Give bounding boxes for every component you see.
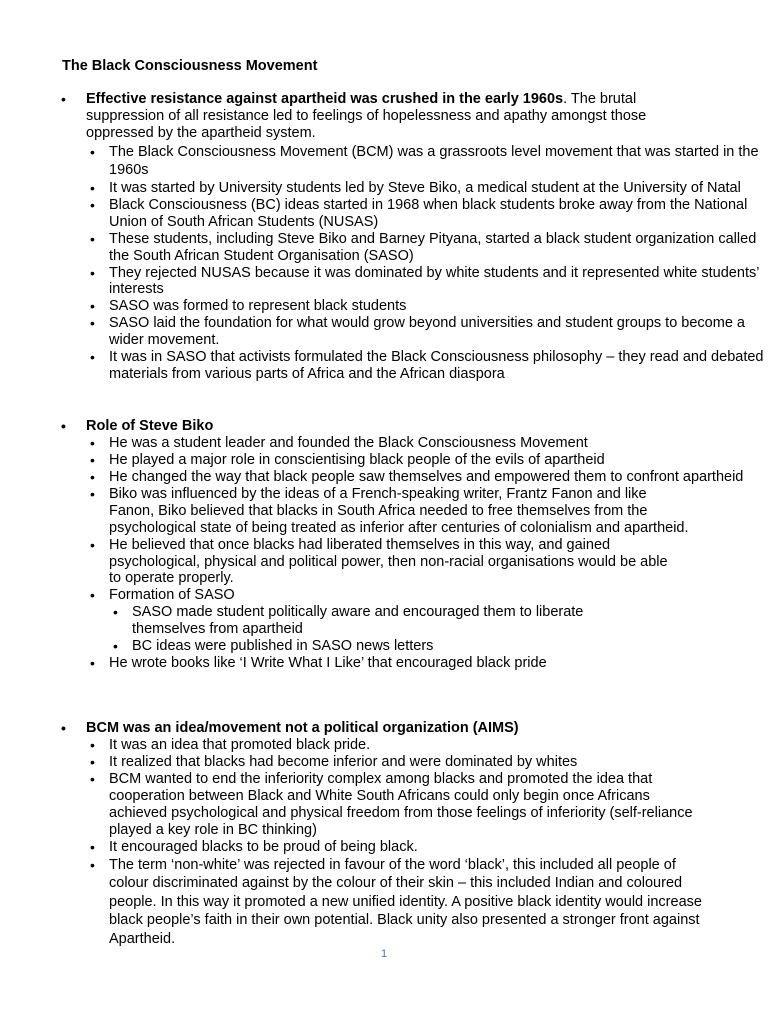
section-heading: Effective resistance against apartheid was crushed in the early 1960s bbox=[86, 91, 564, 107]
list-item bbox=[0, 91, 768, 383]
list-item: • It encouraged blacks to be proud of being black. bbox=[86, 839, 768, 856]
section-heading: • Role of Steve Biko bbox=[86, 418, 768, 435]
list-item: • The term ‘non-white’ was rejected in favour of the word ‘black’, this included all people of colour discriminated against by the colour of their skin – this included Indian and coloured people. In this way it promoted a new unified identity. A positive black identity would increase black people’s faith in their own potential. Black unity also presented a stronger front against Apartheid. bbox=[86, 856, 709, 949]
lead-text: . The brutal suppression of all resistance led to feelings of hopelessness and apathy amongst those oppressed by the apartheid system. bbox=[86, 91, 647, 142]
list-item: • SASO made student politically aware and encouraged them to liberate themselves from apartheid bbox=[86, 604, 612, 638]
list-item: • He wrote books like ‘I Write What I Like’ that encouraged black pride bbox=[86, 655, 768, 672]
list-item: • They rejected NUSAS because it was dominated by white students and it represented white students’ interests bbox=[86, 265, 768, 299]
bullet-list-level2 bbox=[86, 143, 768, 383]
list-item: • Black Consciousness (BC) ideas started in 1968 when black students broke away from the National Union of South African Students (NUSAS) bbox=[86, 197, 768, 231]
list-item: • He believed that once blacks had liberated themselves in this way, and gained psychological, physical and political power, then non-racial organisations would be able to operate properly. bbox=[86, 537, 679, 587]
list-item: • He played a major role in conscientising black people of the evils of apartheid bbox=[86, 452, 768, 469]
section-resistance bbox=[0, 91, 768, 383]
list-item: • It was an idea that promoted black pride. bbox=[86, 737, 768, 754]
section-steve-biko bbox=[0, 418, 768, 672]
section-heading: • BCM was an idea/movement not a political organization (AIMS) bbox=[86, 720, 768, 737]
list-item: • SASO laid the foundation for what would grow beyond universities and student groups to become a wider movement. bbox=[86, 315, 768, 349]
section-bcm-aims bbox=[0, 720, 768, 949]
bullet-list-level2 bbox=[86, 737, 768, 948]
list-item: • BCM wanted to end the inferiority complex among blacks and promoted the idea that cooperation between Black and White South Africans could only begin once Africans achieved psychological and physical freedom from those feelings of inferiority (self-reliance played a key role in BC thinking) bbox=[86, 771, 699, 838]
list-item bbox=[86, 587, 768, 654]
list-item: • The Black Consciousness Movement (BCM) was a grassroots level movement that was started in the 1960s bbox=[86, 143, 768, 179]
bullet-list-level1 bbox=[0, 418, 768, 671]
list-item-label: Formation of SASO bbox=[109, 587, 235, 604]
list-item: • He changed the way that black people saw themselves and empowered them to confront apartheid bbox=[86, 469, 768, 486]
bullet-list-level1 bbox=[0, 720, 768, 949]
list-item: • He was a student leader and founded the Black Consciousness Movement bbox=[86, 435, 768, 452]
list-item: • BC ideas were published in SASO news letters bbox=[86, 638, 768, 655]
bullet-list-level3 bbox=[86, 604, 768, 654]
list-item: • These students, including Steve Biko and Barney Pityana, started a black student organization called the South African Student Organisation (SASO) bbox=[86, 231, 768, 265]
list-item bbox=[0, 418, 768, 671]
list-item: • SASO was formed to represent black students bbox=[86, 298, 768, 315]
list-item: • Biko was influenced by the ideas of a French-speaking writer, Frantz Fanon and like Fanon, Biko believed that blacks in South Africa needed to free themselves from the psychological state of being treated as inferior after centuries of colonialism and apartheid. bbox=[86, 486, 689, 536]
page-number: 1 bbox=[380, 948, 388, 960]
list-item: • It was in SASO that activists formulated the Black Consciousness philosophy – they read and debated materials from various parts of Africa and the African diaspora bbox=[86, 349, 768, 383]
list-item: • It realized that blacks had become inferior and were dominated by whites bbox=[86, 754, 768, 771]
list-item: • It was started by University students led by Steve Biko, a medical student at the University of Natal bbox=[86, 180, 768, 197]
list-item bbox=[0, 720, 768, 949]
page-title: The Black Consciousness Movement bbox=[62, 58, 318, 74]
bullet-list-level1 bbox=[0, 91, 768, 383]
bullet-list-level2 bbox=[86, 435, 768, 671]
